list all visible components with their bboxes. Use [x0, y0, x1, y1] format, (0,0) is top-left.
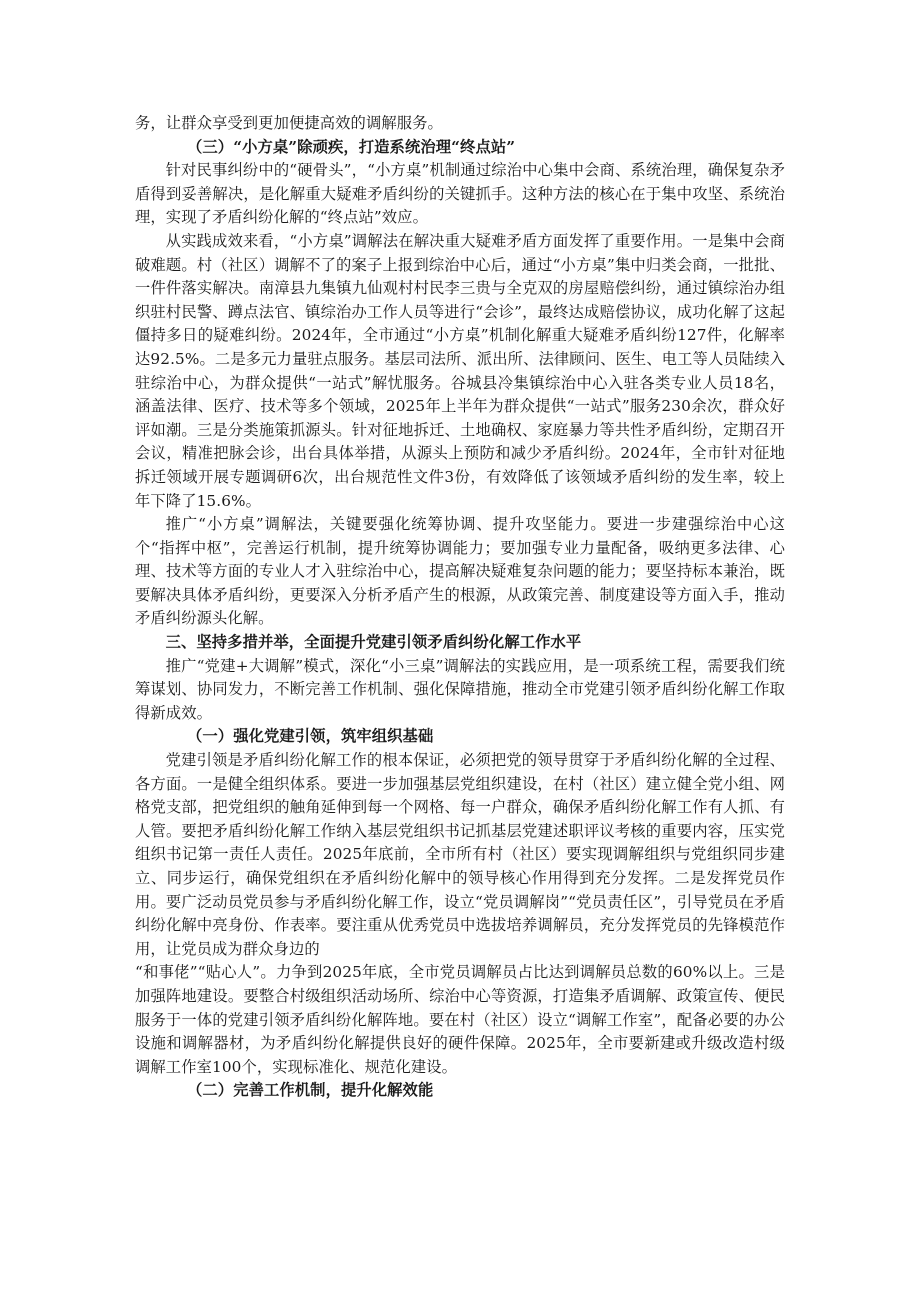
subheading-3: （三）“小方桌”除顽疾，打造系统治理“终点站” [187, 137, 516, 156]
document-page [135, 112, 785, 1103]
subheading-1: （一）强化党建引领，筑牢组织基础 [187, 727, 434, 746]
paragraph: 推广“小方桌”调解法，关键要强化统筹协调、提升攻坚能力。要进一步建强综治中心这个“指挥中枢”，完善运行机制，提升统筹协调能力；要加强专业力量配备，吸纳更多法律、心理、技术等方面的专业人才入驻综治中心，提高解决疑难复杂问题的能力；要坚持标本兼治，既要解决具体矛盾纠纷，更要深入分析矛盾产生的根源，从政策完善、制度建设等方面入手，推动矛盾纠纷源头化解。 [135, 515, 785, 628]
paragraph: 针对民事纠纷中的“硬骨头”，“小方桌”机制通过综治中心集中会商、系统治理，确保复杂矛盾得到妥善解决，是化解重大疑难矛盾纠纷的关键抓手。这种方法的核心在于集中攻坚、系统治理，实现了矛盾纠纷化解的“终点站”效应。 [135, 161, 785, 227]
subheading-2: （二）完善工作机制，提升化解效能 [187, 1081, 434, 1100]
paragraph: 推广“党建+大调解”模式，深化“小三桌”调解法的实践应用，是一项系统工程，需要我们统筹谋划、协同发力，不断完善工作机制、强化保障措施，推动全市党建引领矛盾纠纷化解工作取得新成效。 [135, 656, 785, 722]
paragraph-continuation: 务，让群众享受到更加便捷高效的调解服务。 [135, 114, 443, 132]
paragraph: 从实践成效来看，“小方桌”调解法在解决重大疑难矛盾方面发挥了重要作用。一是集中会商破难题。村（社区）调解不了的案子上报到综治中心后，通过“小方桌”集中归类会商，一批批、一件件落实解决。南漳县九集镇九仙观村村民李三贵与全克双的房屋赔偿纠纷，通过镇综治办组织驻村民警、蹲点法官、镇综治办工作人员等进行“会诊”，最终达成赔偿协议，成功化解了这起僵持多日的疑难纠纷。2024年，全市通过“小方桌”机制化解重大疑难矛盾纠纷127件，化解率达92.5%。二是多元力量驻点服务。基层司法所、派出所、法律顾问、医生、电工等人员陆续入驻综治中心，为群众提供“一站式”解忧服务。谷城县冷集镇综治中心入驻各类专业人员18名，涵盖法律、医疗、技术等多个领域，2025年上半年为群众提供“一站式”服务230余次，群众好评如潮。三是分类施策抓源头。针对征地拆迁、土地确权、家庭暴力等共性矛盾纠纷，定期召开会议，精准把脉会诊，出台具体举措，从源头上预防和减少矛盾纠纷。2024年，全市针对征地拆迁领域开展专题调研6次，出台规范性文件3份，有效降低了该领域矛盾纠纷的发生率，较上年下降了15.6%。 [135, 231, 785, 510]
section-heading-3: 三、坚持多措并举，全面提升党建引领矛盾纠纷化解工作水平 [165, 633, 582, 652]
paragraph-continuation: “和事佬”“贴心人”。力争到2025年底，全市党员调解员占比达到调解员总数的60%以上。三是加强阵地建设。要整合村级组织活动场所、综治中心等资源，打造集矛盾调解、政策宣传、便民服务于一体的党建引领矛盾纠纷化解阵地。要在村（社区）设立“调解工作室”，配备必要的办公设施和调解器材，为矛盾纠纷化解提供良好的硬件保障。2025年，全市要新建或升级改造村级调解工作室100个，实现标准化、规范化建设。 [135, 963, 785, 1076]
paragraph: 党建引领是矛盾纠纷化解工作的根本保证，必须把党的领导贯穿于矛盾纠纷化解的全过程、各方面。一是健全组织体系。要进一步加强基层党组织建设，在村（社区）建立健全党小组、网格党支部，把党组织的触角延伸到每一个网格、每一户群众，确保矛盾纠纷化解工作有人抓、有人管。要把矛盾纠纷化解工作纳入基层党组织书记抓基层党建述职评议考核的重要内容，压实党组织书记第一责任人责任。2025年底前，全市所有村（社区）要实现调解组织与党组织同步建立、同步运行，确保党组织在矛盾纠纷化解中的领导核心作用得到充分发挥。二是发挥党员作用。要广泛动员党员参与矛盾纠纷化解工作，设立“党员调解岗”“党员责任区”，引导党员在矛盾纠纷化解中亮身份、作表率。要注重从优秀党员中选拔培养调解员，充分发挥党员的先锋模范作用，让党员成为群众身边的 [135, 751, 785, 958]
